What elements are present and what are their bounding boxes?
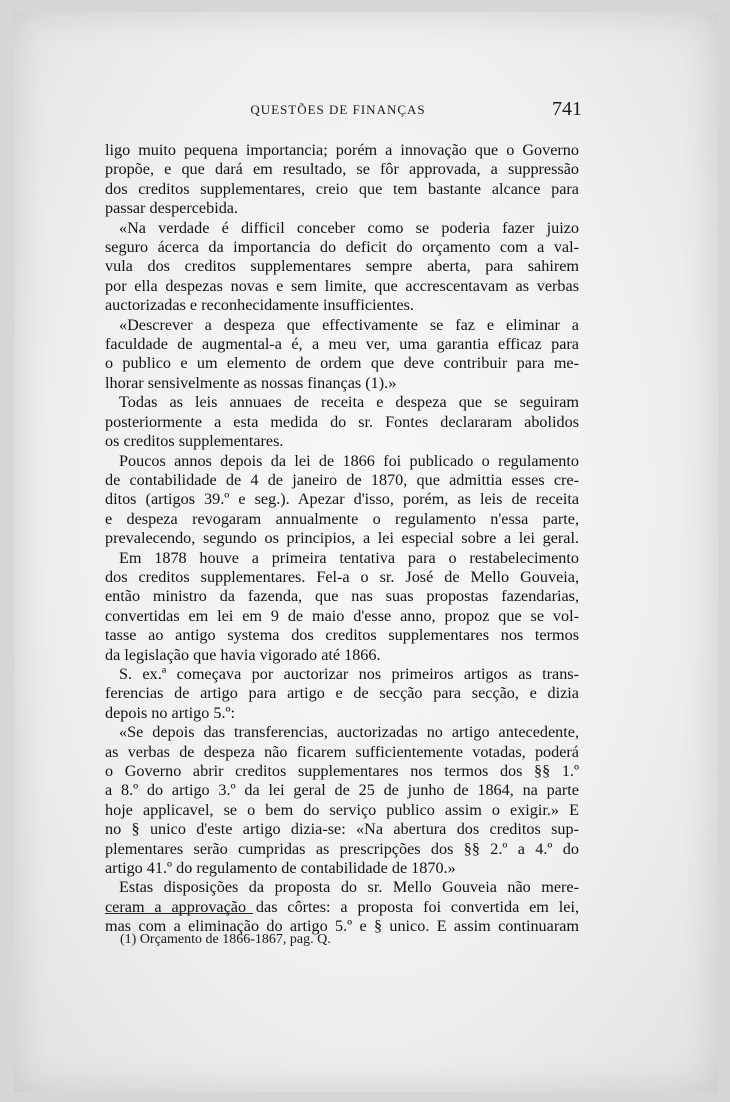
text-line: da legislação que havia vigorado até 1866.	[105, 645, 381, 664]
text-line: por ella despezas novas e sem limite, que accrescentavam as verbas	[105, 276, 579, 295]
text-line: prevalecendo, segundo os principios, a lei especial sobre a lei geral.	[105, 529, 579, 548]
text-line: dos creditos supplementares. Fel-a o sr. José de Mello Gouveia,	[105, 567, 579, 586]
text-line: depois no artigo 5.º:	[105, 703, 236, 722]
text-line: «Na verdade é difficil conceber como se poderia fazer juizo	[119, 218, 579, 237]
text-line: Estas disposições da proposta do sr. Mello Gouveia não mere-	[119, 878, 579, 897]
text-line: propõe, e que dará em resultado, se fôr approvada, a suppressão	[105, 160, 579, 179]
running-title: QUESTÕES DE FINANÇAS	[250, 102, 426, 117]
text-line: a 8.º do artigo 3.º da lei geral de 25 de junho de 1864, na parte	[105, 781, 579, 800]
page-header	[94, 98, 582, 122]
text-line: posteriormente a esta medida do sr. Fontes declararam abolidos	[105, 412, 579, 431]
text-line: então ministro da fazenda, que nas suas propostas fazendarias,	[105, 587, 579, 606]
text-line: passar despercebida.	[105, 199, 239, 218]
text-line: Todas as leis annuaes de receita e despeza que se seguiram	[119, 393, 579, 412]
text-line: mas com a eliminação do artigo 5.º e § unico. E assim continuaram	[105, 917, 579, 936]
text-line: os creditos supplementares.	[105, 432, 284, 451]
text-line: no § unico d'este artigo dizia-se: «Na abertura dos creditos sup-	[105, 820, 579, 839]
text-line: de contabilidade de 4 de janeiro de 1870, que admittia esses cre-	[105, 470, 579, 489]
text-line: Poucos annos depois da lei de 1866 foi publicado o regulamento	[119, 451, 579, 470]
text-line: Em 1878 houve a primeira tentativa para o restabelecimento	[119, 548, 579, 567]
text-line: «Descrever a despeza que effectivamente se faz e eliminar a	[119, 315, 579, 334]
text-line: seguro ácerca da importancia do deficit do orçamento com a val-	[105, 238, 579, 257]
text-line: auctorizadas e reconhecidamente insufficientes.	[105, 296, 414, 315]
text-line: tasse ao antigo systema dos creditos supplementares nos termos	[105, 626, 579, 645]
text-line: hoje applicavel, se o bem do serviço publico assim o exigir.» E	[105, 800, 579, 819]
text-line: faculdade de augmental-a é, a meu ver, uma garantia efficaz para	[105, 335, 579, 354]
text-line: as verbas de despeza não ficarem sufficientemente votadas, poderá	[105, 742, 579, 761]
text-line: artigo 41.º do regulamento de contabilidade de 1870.»	[105, 859, 456, 878]
text-line: ligo muito pequena importancia; porém a innovação que o Governo	[105, 141, 579, 159]
page-number: 741	[552, 98, 582, 120]
footnote-divider	[105, 913, 253, 914]
footnote: (1) Orçamento de 1866-1867, pag. Q.	[120, 932, 331, 947]
text-line: plementares serão cumpridas as prescripções dos §§ 2.º a 4.º do	[105, 839, 579, 858]
text-line: «Se depois das transferencias, auctorizadas no artigo antecedente,	[119, 723, 579, 742]
text-line: lhorar sensivelmente as nossas finanças (1).»	[105, 373, 397, 392]
text-line: ditos (artigos 39.º e seg.). Apezar d'isso, porém, as leis de receita	[105, 490, 579, 509]
text-line: convertidas em lei em 9 de maio d'esse anno, propoz que se vol-	[105, 606, 579, 625]
text-line: dos creditos supplementares, creio que tem bastante alcance para	[105, 179, 579, 198]
text-line: S. ex.ª começava por auctorizar nos primeiros artigos as trans-	[119, 664, 579, 683]
body-text	[105, 141, 579, 937]
text-line: ceram a approvação das côrtes: a proposta foi convertida em lei,	[105, 897, 579, 916]
text-line: ferencias de artigo para artigo e de secção para secção, e dizia	[105, 684, 579, 703]
text-line: vula dos creditos supplementares sempre aberta, para sahirem	[105, 257, 579, 276]
text-line: e despeza revogaram annualmente o regulamento n'essa parte,	[105, 509, 579, 528]
text-line: o Governo abrir creditos supplementares nos termos dos §§ 1.º	[105, 762, 579, 780]
text-line: o publico e um elemento de ordem que deve contribuir para me-	[105, 354, 579, 373]
